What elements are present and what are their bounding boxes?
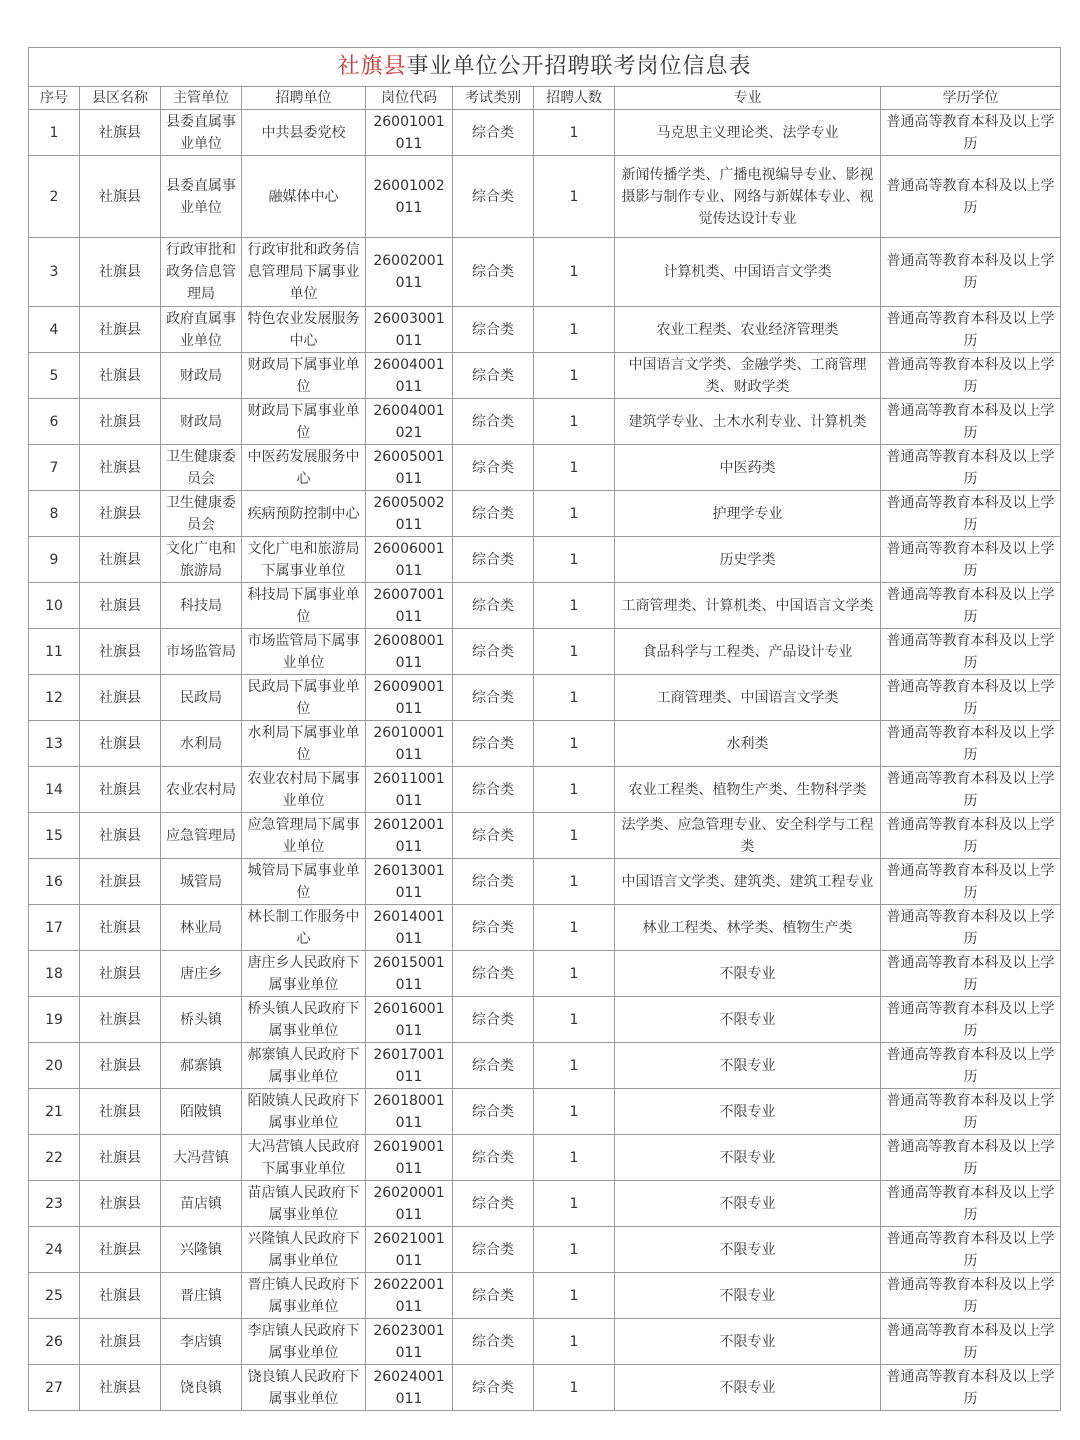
cell-supervisor: 林业局 xyxy=(161,905,242,951)
cell-degree: 普通高等教育本科及以上学历 xyxy=(881,537,1061,583)
cell-index: 15 xyxy=(29,813,80,859)
table-row xyxy=(29,767,1061,813)
header-degree: 学历学位 xyxy=(881,87,1061,110)
cell-index: 17 xyxy=(29,905,80,951)
cell-supervisor: 科技局 xyxy=(161,583,242,629)
cell-supervisor: 市场监管局 xyxy=(161,629,242,675)
cell-major: 不限专业 xyxy=(615,1273,881,1319)
cell-supervisor: 兴隆镇 xyxy=(161,1227,242,1273)
cell-supervisor: 卫生健康委员会 xyxy=(161,491,242,537)
cell-county: 社旗县 xyxy=(80,491,161,537)
cell-degree: 普通高等教育本科及以上学历 xyxy=(881,1135,1061,1181)
cell-exam-type: 综合类 xyxy=(453,675,534,721)
title-county: 社旗县 xyxy=(337,54,407,79)
header-supervisor: 主管单位 xyxy=(161,87,242,110)
table-row xyxy=(29,491,1061,537)
cell-code: 26019001011 xyxy=(366,1135,453,1181)
table-row xyxy=(29,583,1061,629)
table-row xyxy=(29,675,1061,721)
cell-exam-type: 综合类 xyxy=(453,1273,534,1319)
cell-index: 10 xyxy=(29,583,80,629)
cell-exam-type: 综合类 xyxy=(453,238,534,307)
cell-unit: 郝寨镇人民政府下属事业单位 xyxy=(242,1043,366,1089)
cell-count: 1 xyxy=(534,721,615,767)
cell-major: 护理学专业 xyxy=(615,491,881,537)
cell-index: 7 xyxy=(29,445,80,491)
cell-supervisor: 桥头镇 xyxy=(161,997,242,1043)
cell-supervisor: 饶良镇 xyxy=(161,1365,242,1411)
cell-supervisor: 唐庄乡 xyxy=(161,951,242,997)
header-major: 专业 xyxy=(615,87,881,110)
cell-major: 中国语言文学类、建筑类、建筑工程专业 xyxy=(615,859,881,905)
table-row xyxy=(29,1043,1061,1089)
cell-count: 1 xyxy=(534,307,615,353)
cell-degree: 普通高等教育本科及以上学历 xyxy=(881,721,1061,767)
cell-index: 26 xyxy=(29,1319,80,1365)
table-row xyxy=(29,537,1061,583)
cell-exam-type: 综合类 xyxy=(453,1089,534,1135)
header-count: 招聘人数 xyxy=(534,87,615,110)
cell-count: 1 xyxy=(534,813,615,859)
cell-exam-type: 综合类 xyxy=(453,353,534,399)
table-row xyxy=(29,445,1061,491)
cell-major: 水利类 xyxy=(615,721,881,767)
cell-supervisor: 城管局 xyxy=(161,859,242,905)
cell-supervisor: 陌陂镇 xyxy=(161,1089,242,1135)
cell-unit: 大冯营镇人民政府下属事业单位 xyxy=(242,1135,366,1181)
cell-degree: 普通高等教育本科及以上学历 xyxy=(881,445,1061,491)
cell-major: 中国语言文学类、金融学类、工商管理类、财政学类 xyxy=(615,353,881,399)
header-index: 序号 xyxy=(29,87,80,110)
table-row xyxy=(29,629,1061,675)
cell-degree: 普通高等教育本科及以上学历 xyxy=(881,1227,1061,1273)
cell-supervisor: 卫生健康委员会 xyxy=(161,445,242,491)
cell-degree: 普通高等教育本科及以上学历 xyxy=(881,905,1061,951)
cell-exam-type: 综合类 xyxy=(453,859,534,905)
cell-county: 社旗县 xyxy=(80,156,161,238)
cell-count: 1 xyxy=(534,110,615,156)
cell-code: 26005001011 xyxy=(366,445,453,491)
cell-unit: 中医药发展服务中心 xyxy=(242,445,366,491)
table-row xyxy=(29,1181,1061,1227)
cell-exam-type: 综合类 xyxy=(453,1227,534,1273)
cell-county: 社旗县 xyxy=(80,1365,161,1411)
table-row xyxy=(29,905,1061,951)
cell-county: 社旗县 xyxy=(80,905,161,951)
cell-code: 26021001011 xyxy=(366,1227,453,1273)
cell-unit: 饶良镇人民政府下属事业单位 xyxy=(242,1365,366,1411)
cell-degree: 普通高等教育本科及以上学历 xyxy=(881,1365,1061,1411)
cell-unit: 唐庄乡人民政府下属事业单位 xyxy=(242,951,366,997)
cell-count: 1 xyxy=(534,156,615,238)
cell-exam-type: 综合类 xyxy=(453,491,534,537)
cell-unit: 晋庄镇人民政府下属事业单位 xyxy=(242,1273,366,1319)
header-row xyxy=(29,87,1061,110)
cell-count: 1 xyxy=(534,1089,615,1135)
table-title xyxy=(29,48,1061,87)
cell-exam-type: 综合类 xyxy=(453,951,534,997)
cell-unit: 民政局下属事业单位 xyxy=(242,675,366,721)
cell-unit: 行政审批和政务信息管理局下属事业单位 xyxy=(242,238,366,307)
table-row xyxy=(29,813,1061,859)
cell-code: 26022001011 xyxy=(366,1273,453,1319)
table-row xyxy=(29,238,1061,307)
table-row xyxy=(29,721,1061,767)
header-code: 岗位代码 xyxy=(366,87,453,110)
cell-supervisor: 县委直属事业单位 xyxy=(161,156,242,238)
cell-county: 社旗县 xyxy=(80,997,161,1043)
cell-code: 26001002011 xyxy=(366,156,453,238)
table-row xyxy=(29,1319,1061,1365)
cell-count: 1 xyxy=(534,583,615,629)
cell-code: 26006001011 xyxy=(366,537,453,583)
cell-supervisor: 财政局 xyxy=(161,353,242,399)
cell-exam-type: 综合类 xyxy=(453,1319,534,1365)
cell-index: 21 xyxy=(29,1089,80,1135)
cell-index: 11 xyxy=(29,629,80,675)
cell-county: 社旗县 xyxy=(80,110,161,156)
cell-code: 26024001011 xyxy=(366,1365,453,1411)
cell-degree: 普通高等教育本科及以上学历 xyxy=(881,767,1061,813)
cell-exam-type: 综合类 xyxy=(453,583,534,629)
cell-degree: 普通高等教育本科及以上学历 xyxy=(881,1319,1061,1365)
cell-unit: 文化广电和旅游局下属事业单位 xyxy=(242,537,366,583)
cell-major: 不限专业 xyxy=(615,997,881,1043)
table-row xyxy=(29,399,1061,445)
cell-code: 26004001021 xyxy=(366,399,453,445)
cell-count: 1 xyxy=(534,905,615,951)
cell-unit: 特色农业发展服务中心 xyxy=(242,307,366,353)
cell-index: 6 xyxy=(29,399,80,445)
cell-code: 26023001011 xyxy=(366,1319,453,1365)
cell-count: 1 xyxy=(534,399,615,445)
cell-unit: 中共县委党校 xyxy=(242,110,366,156)
cell-exam-type: 综合类 xyxy=(453,1043,534,1089)
cell-county: 社旗县 xyxy=(80,1319,161,1365)
cell-index: 22 xyxy=(29,1135,80,1181)
cell-index: 4 xyxy=(29,307,80,353)
cell-unit: 李店镇人民政府下属事业单位 xyxy=(242,1319,366,1365)
table-row xyxy=(29,110,1061,156)
cell-unit: 融媒体中心 xyxy=(242,156,366,238)
cell-county: 社旗县 xyxy=(80,445,161,491)
cell-count: 1 xyxy=(534,1135,615,1181)
cell-count: 1 xyxy=(534,951,615,997)
cell-count: 1 xyxy=(534,1319,615,1365)
cell-index: 3 xyxy=(29,238,80,307)
cell-exam-type: 综合类 xyxy=(453,537,534,583)
cell-code: 26017001011 xyxy=(366,1043,453,1089)
cell-code: 26015001011 xyxy=(366,951,453,997)
cell-major: 不限专业 xyxy=(615,951,881,997)
cell-count: 1 xyxy=(534,491,615,537)
cell-exam-type: 综合类 xyxy=(453,629,534,675)
cell-index: 20 xyxy=(29,1043,80,1089)
cell-county: 社旗县 xyxy=(80,1043,161,1089)
cell-count: 1 xyxy=(534,859,615,905)
cell-index: 9 xyxy=(29,537,80,583)
cell-county: 社旗县 xyxy=(80,238,161,307)
cell-index: 2 xyxy=(29,156,80,238)
cell-major: 工商管理类、计算机类、中国语言文学类 xyxy=(615,583,881,629)
header-unit: 招聘单位 xyxy=(242,87,366,110)
cell-degree: 普通高等教育本科及以上学历 xyxy=(881,1273,1061,1319)
cell-degree: 普通高等教育本科及以上学历 xyxy=(881,110,1061,156)
cell-county: 社旗县 xyxy=(80,1273,161,1319)
cell-supervisor: 文化广电和旅游局 xyxy=(161,537,242,583)
cell-index: 8 xyxy=(29,491,80,537)
cell-degree: 普通高等教育本科及以上学历 xyxy=(881,491,1061,537)
cell-supervisor: 政府直属事业单位 xyxy=(161,307,242,353)
cell-count: 1 xyxy=(534,537,615,583)
cell-count: 1 xyxy=(534,1227,615,1273)
header-exam-type: 考试类别 xyxy=(453,87,534,110)
table-row xyxy=(29,1227,1061,1273)
cell-count: 1 xyxy=(534,1181,615,1227)
recruitment-table xyxy=(28,47,1061,1411)
cell-degree: 普通高等教育本科及以上学历 xyxy=(881,307,1061,353)
cell-code: 26009001011 xyxy=(366,675,453,721)
cell-degree: 普通高等教育本科及以上学历 xyxy=(881,629,1061,675)
cell-unit: 财政局下属事业单位 xyxy=(242,353,366,399)
cell-index: 1 xyxy=(29,110,80,156)
cell-supervisor: 水利局 xyxy=(161,721,242,767)
cell-degree: 普通高等教育本科及以上学历 xyxy=(881,813,1061,859)
cell-exam-type: 综合类 xyxy=(453,156,534,238)
cell-unit: 陌陂镇人民政府下属事业单位 xyxy=(242,1089,366,1135)
table-row xyxy=(29,353,1061,399)
cell-degree: 普通高等教育本科及以上学历 xyxy=(881,238,1061,307)
cell-major: 不限专业 xyxy=(615,1181,881,1227)
cell-index: 13 xyxy=(29,721,80,767)
cell-index: 27 xyxy=(29,1365,80,1411)
cell-index: 5 xyxy=(29,353,80,399)
cell-major: 不限专业 xyxy=(615,1319,881,1365)
cell-code: 26005002011 xyxy=(366,491,453,537)
cell-degree: 普通高等教育本科及以上学历 xyxy=(881,1089,1061,1135)
cell-county: 社旗县 xyxy=(80,1089,161,1135)
cell-count: 1 xyxy=(534,445,615,491)
cell-county: 社旗县 xyxy=(80,951,161,997)
cell-exam-type: 综合类 xyxy=(453,399,534,445)
cell-major: 中医药类 xyxy=(615,445,881,491)
table-row xyxy=(29,951,1061,997)
cell-degree: 普通高等教育本科及以上学历 xyxy=(881,675,1061,721)
cell-index: 16 xyxy=(29,859,80,905)
cell-county: 社旗县 xyxy=(80,353,161,399)
cell-unit: 林长制工作服务中心 xyxy=(242,905,366,951)
cell-supervisor: 苗店镇 xyxy=(161,1181,242,1227)
cell-degree: 普通高等教育本科及以上学历 xyxy=(881,156,1061,238)
cell-county: 社旗县 xyxy=(80,1181,161,1227)
table-row xyxy=(29,1273,1061,1319)
cell-county: 社旗县 xyxy=(80,399,161,445)
cell-code: 26001001011 xyxy=(366,110,453,156)
cell-unit: 农业农村局下属事业单位 xyxy=(242,767,366,813)
cell-county: 社旗县 xyxy=(80,1135,161,1181)
cell-index: 14 xyxy=(29,767,80,813)
recruitment-table-sheet xyxy=(28,47,1060,1411)
cell-major: 历史学类 xyxy=(615,537,881,583)
table-row xyxy=(29,997,1061,1043)
cell-code: 26007001011 xyxy=(366,583,453,629)
cell-degree: 普通高等教育本科及以上学历 xyxy=(881,951,1061,997)
cell-degree: 普通高等教育本科及以上学历 xyxy=(881,1181,1061,1227)
cell-index: 23 xyxy=(29,1181,80,1227)
table-body xyxy=(29,110,1061,1411)
table-row xyxy=(29,1365,1061,1411)
cell-code: 26003001011 xyxy=(366,307,453,353)
cell-unit: 兴隆镇人民政府下属事业单位 xyxy=(242,1227,366,1273)
cell-count: 1 xyxy=(534,1043,615,1089)
cell-unit: 苗店镇人民政府下属事业单位 xyxy=(242,1181,366,1227)
cell-major: 不限专业 xyxy=(615,1043,881,1089)
cell-exam-type: 综合类 xyxy=(453,1181,534,1227)
cell-major: 不限专业 xyxy=(615,1365,881,1411)
cell-count: 1 xyxy=(534,353,615,399)
cell-code: 26011001011 xyxy=(366,767,453,813)
cell-supervisor: 大冯营镇 xyxy=(161,1135,242,1181)
cell-county: 社旗县 xyxy=(80,813,161,859)
cell-degree: 普通高等教育本科及以上学历 xyxy=(881,583,1061,629)
cell-code: 26018001011 xyxy=(366,1089,453,1135)
cell-exam-type: 综合类 xyxy=(453,905,534,951)
cell-county: 社旗县 xyxy=(80,1227,161,1273)
cell-count: 1 xyxy=(534,997,615,1043)
cell-major: 计算机类、中国语言文学类 xyxy=(615,238,881,307)
cell-code: 26010001011 xyxy=(366,721,453,767)
cell-supervisor: 县委直属事业单位 xyxy=(161,110,242,156)
cell-supervisor: 农业农村局 xyxy=(161,767,242,813)
cell-count: 1 xyxy=(534,767,615,813)
cell-supervisor: 财政局 xyxy=(161,399,242,445)
cell-supervisor: 晋庄镇 xyxy=(161,1273,242,1319)
cell-exam-type: 综合类 xyxy=(453,445,534,491)
cell-exam-type: 综合类 xyxy=(453,110,534,156)
cell-major: 农业工程类、植物生产类、生物科学类 xyxy=(615,767,881,813)
cell-unit: 水利局下属事业单位 xyxy=(242,721,366,767)
table-row xyxy=(29,1089,1061,1135)
cell-code: 26002001011 xyxy=(366,238,453,307)
cell-major: 农业工程类、农业经济管理类 xyxy=(615,307,881,353)
cell-county: 社旗县 xyxy=(80,721,161,767)
cell-county: 社旗县 xyxy=(80,767,161,813)
cell-unit: 桥头镇人民政府下属事业单位 xyxy=(242,997,366,1043)
cell-code: 26013001011 xyxy=(366,859,453,905)
cell-degree: 普通高等教育本科及以上学历 xyxy=(881,859,1061,905)
cell-county: 社旗县 xyxy=(80,307,161,353)
cell-index: 18 xyxy=(29,951,80,997)
cell-exam-type: 综合类 xyxy=(453,1135,534,1181)
cell-index: 24 xyxy=(29,1227,80,1273)
cell-unit: 市场监管局下属事业单位 xyxy=(242,629,366,675)
cell-major: 建筑学专业、土木水利专业、计算机类 xyxy=(615,399,881,445)
cell-exam-type: 综合类 xyxy=(453,767,534,813)
cell-exam-type: 综合类 xyxy=(453,721,534,767)
cell-supervisor: 行政审批和政务信息管理局 xyxy=(161,238,242,307)
cell-major: 不限专业 xyxy=(615,1135,881,1181)
header-county: 县区名称 xyxy=(80,87,161,110)
cell-code: 26014001011 xyxy=(366,905,453,951)
table-row xyxy=(29,859,1061,905)
cell-county: 社旗县 xyxy=(80,675,161,721)
cell-unit: 科技局下属事业单位 xyxy=(242,583,366,629)
cell-count: 1 xyxy=(534,1365,615,1411)
cell-index: 25 xyxy=(29,1273,80,1319)
cell-county: 社旗县 xyxy=(80,859,161,905)
cell-degree: 普通高等教育本科及以上学历 xyxy=(881,353,1061,399)
table-row xyxy=(29,156,1061,238)
cell-unit: 财政局下属事业单位 xyxy=(242,399,366,445)
cell-code: 26004001011 xyxy=(366,353,453,399)
cell-index: 19 xyxy=(29,997,80,1043)
cell-index: 12 xyxy=(29,675,80,721)
cell-degree: 普通高等教育本科及以上学历 xyxy=(881,1043,1061,1089)
cell-unit: 疾病预防控制中心 xyxy=(242,491,366,537)
cell-exam-type: 综合类 xyxy=(453,997,534,1043)
cell-county: 社旗县 xyxy=(80,629,161,675)
cell-unit: 应急管理局下属事业单位 xyxy=(242,813,366,859)
cell-count: 1 xyxy=(534,1273,615,1319)
cell-major: 新闻传播学类、广播电视编导专业、影视摄影与制作专业、网络与新媒体专业、视觉传达设计专业 xyxy=(615,156,881,238)
cell-exam-type: 综合类 xyxy=(453,813,534,859)
table-row xyxy=(29,1135,1061,1181)
cell-major: 不限专业 xyxy=(615,1227,881,1273)
cell-supervisor: 李店镇 xyxy=(161,1319,242,1365)
cell-county: 社旗县 xyxy=(80,537,161,583)
table-row xyxy=(29,307,1061,353)
cell-supervisor: 郝寨镇 xyxy=(161,1043,242,1089)
cell-count: 1 xyxy=(534,238,615,307)
cell-major: 工商管理类、中国语言文学类 xyxy=(615,675,881,721)
cell-code: 26012001011 xyxy=(366,813,453,859)
cell-major: 马克思主义理论类、法学专业 xyxy=(615,110,881,156)
cell-major: 不限专业 xyxy=(615,1089,881,1135)
cell-code: 26016001011 xyxy=(366,997,453,1043)
cell-major: 法学类、应急管理专业、安全科学与工程类 xyxy=(615,813,881,859)
cell-major: 食品科学与工程类、产品设计专业 xyxy=(615,629,881,675)
cell-code: 26008001011 xyxy=(366,629,453,675)
cell-supervisor: 民政局 xyxy=(161,675,242,721)
title-rest: 事业单位公开招聘联考岗位信息表 xyxy=(406,54,752,79)
cell-count: 1 xyxy=(534,675,615,721)
cell-code: 26020001011 xyxy=(366,1181,453,1227)
cell-degree: 普通高等教育本科及以上学历 xyxy=(881,399,1061,445)
cell-major: 林业工程类、林学类、植物生产类 xyxy=(615,905,881,951)
cell-exam-type: 综合类 xyxy=(453,1365,534,1411)
cell-county: 社旗县 xyxy=(80,583,161,629)
cell-supervisor: 应急管理局 xyxy=(161,813,242,859)
cell-degree: 普通高等教育本科及以上学历 xyxy=(881,997,1061,1043)
cell-unit: 城管局下属事业单位 xyxy=(242,859,366,905)
cell-exam-type: 综合类 xyxy=(453,307,534,353)
cell-count: 1 xyxy=(534,629,615,675)
